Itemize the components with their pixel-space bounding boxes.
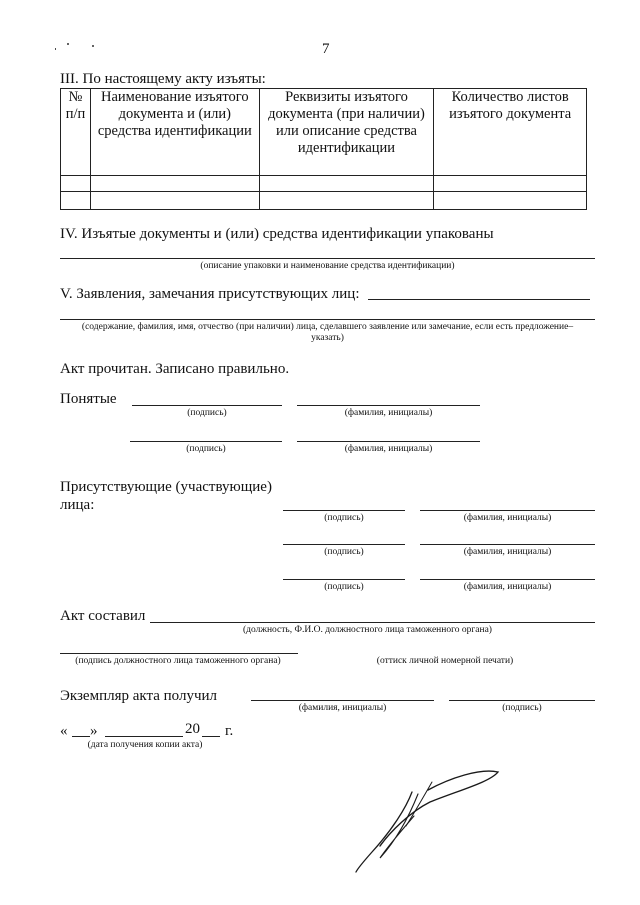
header-number: № п/п: [61, 89, 91, 176]
copy-received-signature-line[interactable]: [449, 700, 595, 701]
date-open-quote: «: [60, 723, 68, 739]
header-document-name: Наименование изъятого документа и (или) средства идентификации: [90, 89, 259, 176]
present3-name-line[interactable]: [420, 579, 595, 580]
witness2-name-caption: (фамилия, инициалы): [344, 444, 433, 454]
table-cell[interactable]: [434, 176, 587, 192]
witness1-name-caption: (фамилия, инициалы): [344, 408, 433, 418]
stamp-caption: (оттиск личной номерной печати): [376, 656, 514, 666]
page-number: 7: [322, 41, 330, 57]
present1-name-line[interactable]: [420, 510, 595, 511]
table-cell[interactable]: [90, 192, 259, 210]
section3-title: III. По настоящему акту изъяты:: [60, 71, 266, 87]
date-caption: (дата получения копии акта): [87, 740, 203, 750]
statements-line-2[interactable]: [60, 319, 595, 320]
handwritten-signature: [340, 760, 510, 880]
read-statement: Акт прочитан. Записано правильно.: [60, 361, 290, 377]
scan-speck: [92, 45, 94, 47]
witness2-signature-caption: (подпись): [186, 444, 226, 454]
official-signature-line[interactable]: [60, 653, 298, 654]
table-header-row: [61, 89, 587, 176]
copy-received-name-line[interactable]: [251, 700, 434, 701]
table-row: [61, 192, 587, 210]
witness2-name-line[interactable]: [297, 441, 480, 442]
table-row: [61, 176, 587, 192]
present2-signature-caption: (подпись): [324, 547, 364, 557]
date-year-prefix: 20: [185, 721, 200, 737]
present3-signature-line[interactable]: [283, 579, 405, 580]
present3-name-caption: (фамилия, инициалы): [463, 582, 552, 592]
compiled-by-line[interactable]: [150, 622, 595, 623]
section5-caption: (содержание, фамилия, имя, отчество (при наличии) лица, сделавшего заявление или замечание, если есть предложение–указать): [81, 322, 574, 343]
date-year-line[interactable]: [202, 736, 220, 737]
section4-caption: (описание упаковки и наименование средства идентификации): [200, 261, 455, 271]
seized-items-table: [60, 88, 587, 210]
packaging-description-line[interactable]: [60, 258, 595, 259]
section4-title: IV. Изъятые документы и (или) средства идентификации упакованы: [60, 226, 494, 242]
witness1-name-line[interactable]: [297, 405, 480, 406]
date-year-suffix: г.: [225, 723, 234, 739]
copy-received-signature-caption: (подпись): [502, 703, 542, 713]
table-cell[interactable]: [90, 176, 259, 192]
table-cell[interactable]: [259, 192, 434, 210]
table-cell[interactable]: [61, 176, 91, 192]
present1-signature-caption: (подпись): [324, 513, 364, 523]
scan-speck: [67, 43, 69, 45]
witness1-signature-line[interactable]: [132, 405, 282, 406]
section5-title: V. Заявления, замечания присутствующих лиц:: [60, 286, 360, 302]
header-sheet-count: Количество листов изъятого документа: [434, 89, 587, 176]
witnesses-label: Понятые: [60, 391, 117, 407]
present2-name-line[interactable]: [420, 544, 595, 545]
official-signature-caption: (подпись должностного лица таможенного органа): [75, 656, 281, 666]
present3-signature-caption: (подпись): [324, 582, 364, 592]
table-cell[interactable]: [434, 192, 587, 210]
date-day-line[interactable]: [72, 736, 90, 737]
present1-name-caption: (фамилия, инициалы): [463, 513, 552, 523]
date-month-line[interactable]: [105, 736, 183, 737]
table-cell[interactable]: [259, 176, 434, 192]
present2-name-caption: (фамилия, инициалы): [463, 547, 552, 557]
compiled-by-caption: (должность, Ф.И.О. должностного лица таможенного органа): [243, 625, 492, 635]
present1-signature-line[interactable]: [283, 510, 405, 511]
scan-speck: [55, 48, 56, 50]
copy-received-name-caption: (фамилия, инициалы): [298, 703, 387, 713]
header-document-details: Реквизиты изъятого документа (при наличии) или описание средства идентификации: [259, 89, 434, 176]
present2-signature-line[interactable]: [283, 544, 405, 545]
statements-line[interactable]: [368, 299, 590, 300]
copy-received-label: Экземпляр акта получил: [60, 688, 217, 704]
compiled-by-label: Акт составил: [60, 608, 146, 624]
date-close-quote: »: [90, 723, 98, 739]
witness2-signature-line[interactable]: [130, 441, 282, 442]
witness1-signature-caption: (подпись): [187, 408, 227, 418]
table-cell[interactable]: [61, 192, 91, 210]
present-persons-label: Присутствующие (участвующие): [60, 479, 272, 495]
present-persons-label-2: лица:: [60, 497, 95, 513]
